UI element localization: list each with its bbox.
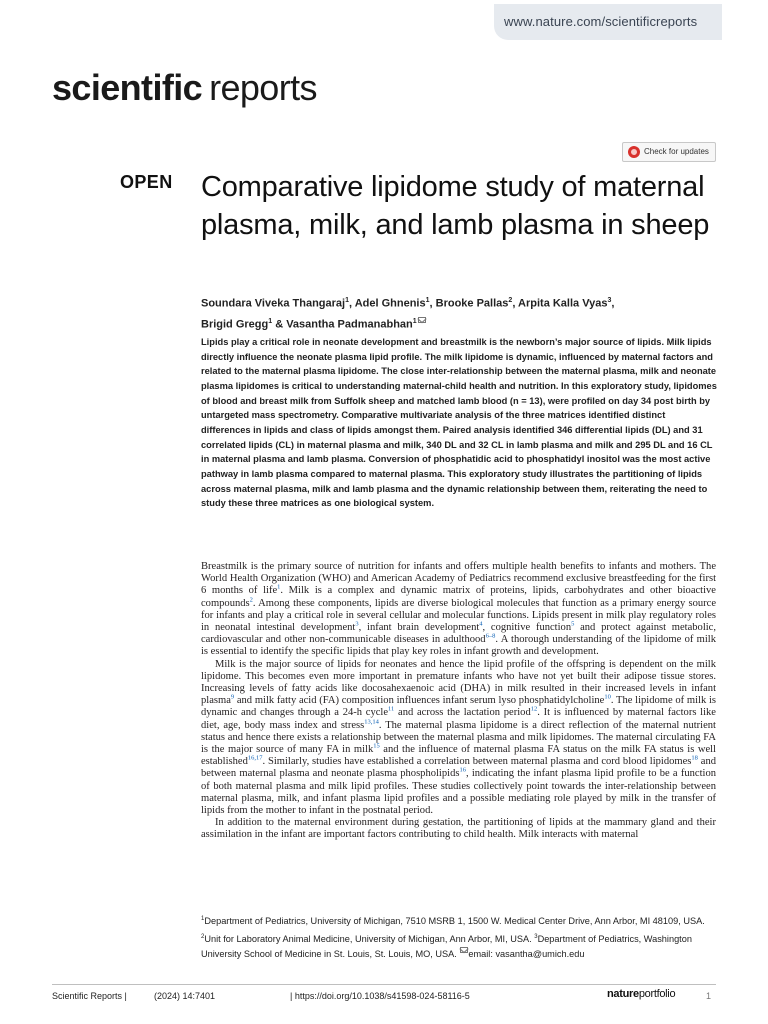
citation-link[interactable]: 12 [530, 705, 538, 713]
author-separator: , [348, 297, 355, 310]
footer-journal: Scientific Reports | [52, 991, 127, 1001]
body-paragraph [201, 817, 716, 841]
author-separator: , [512, 297, 519, 310]
body-text-run: In addition to the maternal environment during gestation, the partitioning of lipids at the mammary gland and their assimilation in the infant are important factors contributing to child health. Milk interacts with maternal [201, 817, 716, 841]
journal-logo-light: reports [209, 67, 317, 108]
nature-portfolio-bold: nature [607, 988, 639, 1000]
citation-link[interactable]: 10 [604, 693, 611, 701]
journal-logo[interactable] [52, 66, 317, 110]
page-number: 1 [706, 991, 712, 1001]
body-text-run: , indicating the infant plasma lipid profile to be a function of both maternal plasma and milk lipid profiles. These studies collectively point towards the inter-relationship between maternal plasma, milk, and infant plasma lipid profiles and a possible mediating role played by milk in the transfer of lipids from the mother to infant in the postnatal period. [201, 768, 716, 817]
affiliation-text: Unit for Laboratory Animal Medicine, University of Michigan, Ann Arbor, MI, USA. [204, 933, 535, 944]
author-name[interactable]: Brigid Gregg [201, 318, 269, 331]
affiliation-text: Department of Pediatrics, Washington University School of Medicine in St. Louis, St. Louis, MO, USA. [201, 933, 692, 960]
author-separator: , [429, 297, 436, 310]
citation-link[interactable]: 18 [691, 754, 698, 762]
author-name[interactable]: Adel Ghnenis [354, 297, 426, 310]
citation-link[interactable]: 6–8 [485, 632, 496, 640]
body-text-run: . The lipidome of milk is dynamic and changes through a 24-h cycle [201, 695, 716, 719]
author-separator: & [272, 318, 287, 331]
body-text-run: . It is influenced by maternal factors like diet, age, body mass index and stress [201, 707, 716, 731]
body-text-run: and across the lactation period [394, 707, 531, 719]
author-name[interactable]: Soundara Viveka Thangaraj [201, 297, 346, 310]
affiliation-marker: 1 [201, 916, 205, 922]
citation-link[interactable]: 4 [479, 620, 483, 628]
body-text-run: . Milk is a complex and dynamic matrix of proteins, lipids, carbohydrates and other bioactive compounds [201, 585, 716, 609]
body-paragraph [201, 561, 716, 659]
body-text-run: . A thorough understanding of the lipidome of milk is essential to identify the specific lipids that play key roles in infant growth and development. [201, 634, 717, 658]
author-name[interactable]: Arpita Kalla Vyas [518, 297, 608, 310]
crossmark-icon [628, 146, 640, 158]
author-separator: , [611, 297, 615, 310]
article-title: Comparative lipidome study of maternal plasma, milk, and lamb plasma in sheep [201, 171, 710, 241]
citation-link[interactable]: 9 [230, 693, 235, 701]
body-text-run: , infant brain development [358, 622, 480, 634]
citation-link[interactable]: 2 [249, 596, 253, 604]
author-name[interactable]: Vasantha Padmanabhan [286, 318, 413, 331]
body-text-run: . Among these components, lipids are diverse biological molecules that function as a primary energy source for infants and play a critical role in several cellular and molecular functions. Lipids present in milk play regulatory roles in neonatal intestinal development [201, 597, 716, 634]
affiliation-marker: 2 [201, 933, 205, 940]
body-text-run: and milk fatty acid (FA) composition influences infant serum lyso phosphatidylcholine [234, 695, 605, 707]
envelope-icon [460, 947, 468, 953]
envelope-icon[interactable] [418, 317, 426, 323]
body-text-run: Milk is the major source of lipids for neonates and hence the lipid profile of the offspring is dependent on the milk lipidome. This becomes even more important in premature infants who have not yet built their adipose tissue stores. Increasing levels of fatty acids like docosahexaenoic acid (DHA) in milk resulted in their increased levels in infant plasma [201, 658, 716, 707]
body-text-run: . The maternal plasma lipidome is a direct reflection of the maternal nutrient status and hence there exists a relationship between the maternal plasma and milk lipidomes. The maternal circulating FA is the major source of many FA in milk [201, 719, 716, 756]
footer-doi-link[interactable]: | https://doi.org/10.1038/s41598-024-58116-5 [290, 991, 470, 1001]
affiliation-text: Department of Pediatrics, University of Michigan, 7510 MSRB 1, 1500 W. Medical Center Drive, Ann Arbor, MI 48109, USA. [204, 916, 705, 927]
author-affiliation-marker: 1 [268, 317, 273, 325]
citation-link[interactable]: 16 [459, 766, 466, 774]
nature-portfolio-light: portfolio [638, 988, 676, 1000]
author-list [201, 292, 721, 333]
check-for-updates-button[interactable] [622, 142, 716, 162]
journal-logo-bold: scientific [52, 67, 203, 108]
author-name[interactable]: Brooke Pallas [435, 297, 509, 310]
citation-link[interactable]: 16,17 [247, 754, 263, 762]
open-access-label: OPEN [120, 172, 173, 192]
affiliation-text[interactable]: email: vasantha@umich.edu [468, 949, 585, 960]
nature-portfolio-logo [607, 988, 675, 1000]
body-text-run: and protect against metabolic, cardiovascular and other non-communicable diseases in adulthood [201, 622, 716, 646]
affiliations [201, 912, 717, 963]
body-text-run: and between maternal plasma and neonate plasma phospholipids [201, 756, 716, 780]
citation-link[interactable]: 15 [373, 742, 380, 750]
abstract: Lipids play a critical role in neonate development and breastmilk is the newborn’s major source of lipids. Milk lipids directly influence the neonate plasma lipid profile. The milk lipidome is dynamic, influenced by maternal factors and related to the maternal plasma lipidome. The close inter-relationship between the maternal plasma, milk and neonate plasma lipidomes is critical to understanding maternal-child health and nutrition. In this exploratory study, lipidomes of blood and breast milk from Suffolk sheep and matched lamb blood (n = 13), were profiled on day 34 post birth by untargeted mass spectrometry. Comparative multivariate analysis of the three matrices identified distinct differences in lipids and class of lipids amongst them. Paired analysis identified 346 differential lipids (DL) and 31 correlated lipids (CL) in maternal plasma and milk, 340 DL and 32 CL in lamb plasma and milk and 295 DL and 16 CL in maternal plasma and lamb plasma. Conversion of phosphatidic acid to phosphatidyl inositol was the most active pathway in lamb plasma compared to maternal plasma. This exploratory study illustrates the partitioning of lipids across maternal plasma, milk and lamb plasma and the dynamic relationship between them, reiterating the need to study these three matrices as one biological system. [201, 337, 717, 509]
citation-link[interactable]: 1 [277, 583, 281, 591]
citation-link[interactable]: 13,14 [364, 718, 379, 726]
author-affiliation-marker: 1 [345, 297, 349, 304]
affiliation-marker: 3 [534, 933, 538, 940]
citation-link[interactable]: 5 [571, 620, 575, 628]
citation-link[interactable]: 3 [355, 620, 359, 628]
check-for-updates-label: Check for updates [644, 147, 709, 156]
footer-volume: (2024) 14:7401 [154, 991, 216, 1001]
body-text [201, 561, 716, 842]
author-affiliation-marker: 2 [508, 297, 513, 304]
body-text-run: , cognitive function [482, 622, 572, 634]
author-affiliation-marker: 1 [412, 317, 417, 325]
body-text-run: and the influence of maternal plasma FA status on the milk FA status is well established [201, 744, 716, 768]
body-paragraph [201, 659, 716, 818]
journal-url-link[interactable]: www.nature.com/scientificreports [504, 14, 698, 29]
body-text-run: Breastmilk is the primary source of nutrition for infants and offers multiple health benefits to infants and mothers. The World Health Organization (WHO) and American Academy of Pediatrics recommend exclusive breastfeeding for the first 6 months of life [201, 561, 716, 597]
body-text-run: . Similarly, studies have established a correlation between maternal plasma and cord blood lipidomes [262, 756, 692, 768]
citation-link[interactable]: 11 [388, 705, 395, 713]
author-affiliation-marker: 1 [425, 297, 430, 304]
author-affiliation-marker: 3 [607, 297, 612, 304]
footer-divider [52, 984, 716, 985]
